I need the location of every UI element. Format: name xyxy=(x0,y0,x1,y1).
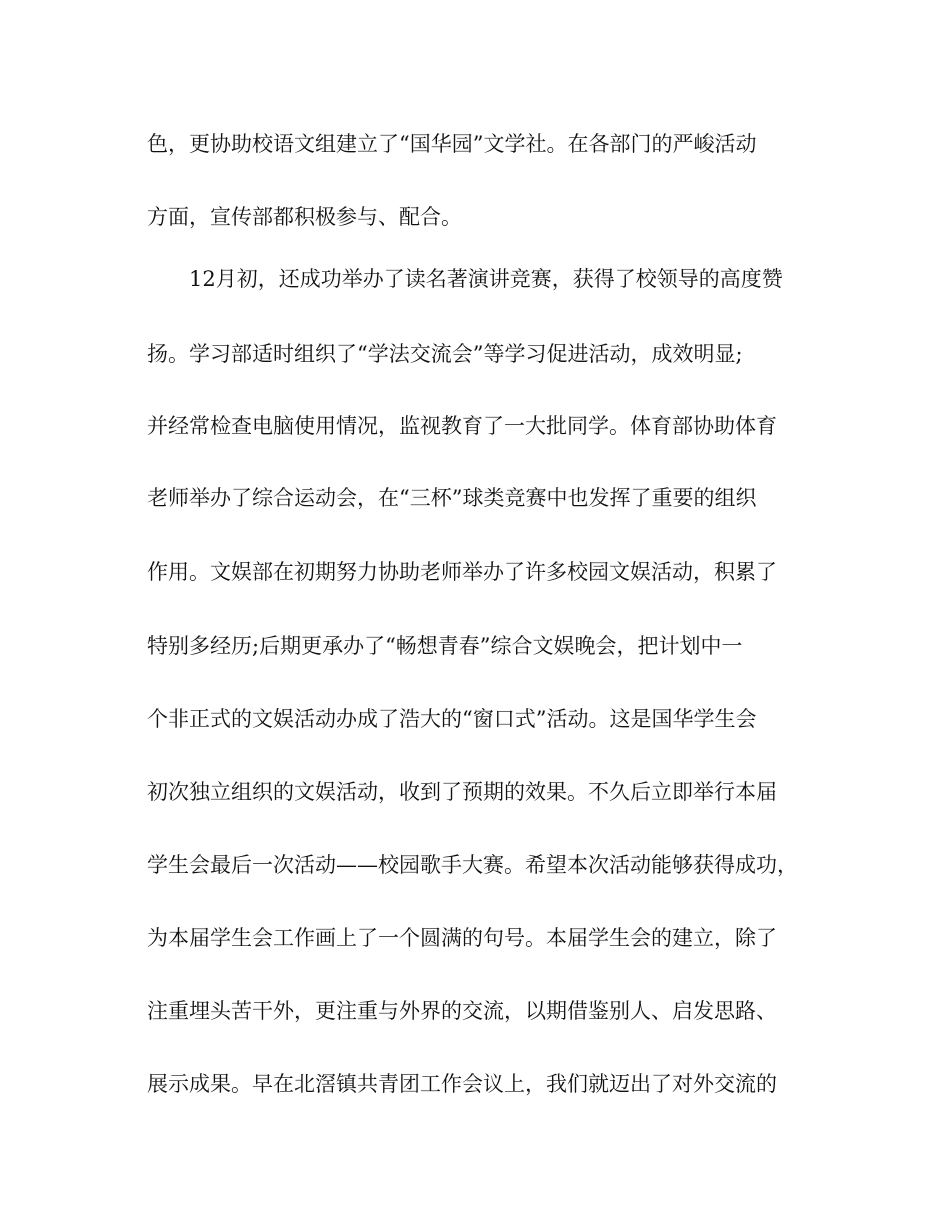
text-line: 色，更协助校语文组建立了“国华园”文学社。在各部门的严峻活动 xyxy=(147,132,757,156)
text-line: 作用。文娱部在初期努力协助老师举办了许多校园文娱活动，积累了 xyxy=(147,560,777,584)
text-line: 为本届学生会工作画上了一个圆满的句号。本届学生会的建立，除了 xyxy=(147,926,777,950)
text-line: 特别多经历;后期更承办了“畅想青春”综合文娱晚会，把计划中一 xyxy=(147,634,743,658)
text-line: 老师举办了综合运动会，在“三杯”球类竞赛中也发挥了重要的组织 xyxy=(147,486,757,510)
text-line: 并经常检查电脑使用情况，监视教育了一大批同学。体育部协助体育 xyxy=(147,414,777,438)
text-line: 初次独立组织的文娱活动，收到了预期的效果。不久后立即举行本届 xyxy=(147,780,777,804)
paragraph-first-line: 12月初，还成功举办了读名著演讲竞赛，获得了校领导的高度赞 xyxy=(189,267,783,291)
text-line: 方面，宣传部都积极参与、配合。 xyxy=(147,205,462,229)
text-line: 扬。学习部适时组织了“学法交流会”等学习促进活动，成效明显; xyxy=(147,342,743,366)
text-line: 学生会最后一次活动——校园歌手大赛。希望本次活动能够获得成功， xyxy=(147,853,798,877)
text-line: 展示成果。早在北滘镇共青团工作会议上，我们就迈出了对外交流的 xyxy=(147,1072,777,1096)
text-line: 注重埋头苦干外，更注重与外界的交流，以期借鉴别人、启发思路、 xyxy=(147,999,777,1023)
text-line: 个非正式的文娱活动办成了浩大的“窗口式”活动。这是国华学生会 xyxy=(147,707,757,731)
